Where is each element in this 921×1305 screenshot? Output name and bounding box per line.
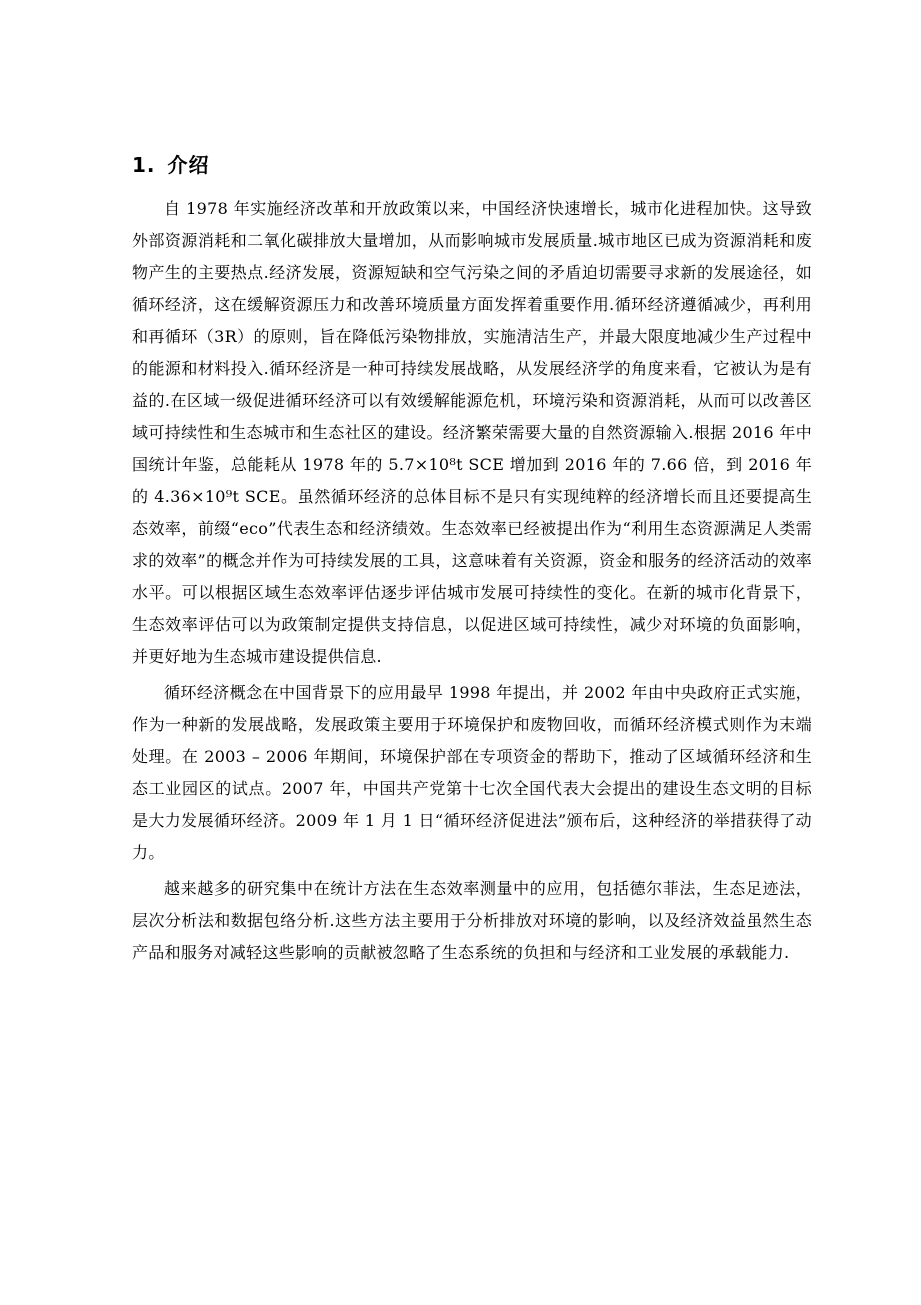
paragraph-3: 越来越多的研究集中在统计方法在生态效率测量中的应用，包括德尔菲法，生态足迹法，层次分析法和数据包络分析.这些方法主要用于分析排放对环境的影响，以及经济效益虽然生态产品和服务对减轻这些影响的贡献被忽略了生态系统的负担和与经济和工业发展的承载能力. (132, 879, 812, 962)
section-number: 1. (132, 153, 156, 177)
section-body (132, 193, 812, 969)
paragraph-1: 自 1978 年实施经济改革和开放政策以来，中国经济快速增长，城市化进程加快。这导致外部资源消耗和二氧化碳排放大量增加，从而影响城市发展质量.城市地区已成为资源消耗和废物产生的主要热点.经济发展，资源短缺和空气污染之间的矛盾迫切需要寻求新的发展途径，如循环经济，这在缓解资源压力和改善环境质量方面发挥着重要作用.循环经济遵循减少，再利用和再循环（3R）的原则，旨在降低污染物排放，实施清洁生产，并最大限度地减少生产过程中的能源和材料投入.循环经济是一种可持续发展战略，从发展经济学的角度来看，它被认为是有益的.在区域一级促进循环经济可以有效缓解能源危机，环境污染和资源消耗，从而可以改善区域可持续性和生态城市和生态社区的建设。经济繁荣需要大量的自然资源输入.根据 2016 年中国统计年鉴，总能耗从 1978 年的 5.7×10⁸t SCE 增加到 2016 年的 7.66 倍，到 2016 年的 4.36×10⁹t SCE。虽然循环经济的总体目标不是只有实现纯粹的经济增长而且还要提高生态效率，前缀“eco”代表生态和经济绩效。生态效率已经被提出作为“利用生态资源满足人类需求的效率”的概念并作为可持续发展的工具，这意味着有关资源，资金和服务的经济活动的效率水平。可以根据区域生态效率评估逐步评估城市发展可持续性的变化。在新的城市化背景下，生态效率评估可以为政策制定提供支持信息，以促进区域可持续性，减少对环境的负面影响，并更好地为生态城市建设提供信息. (132, 199, 812, 666)
section-title: 介绍 (167, 153, 210, 177)
section-heading (132, 150, 210, 180)
paragraph-2: 循环经济概念在中国背景下的应用最早 1998 年提出，并 2002 年由中央政府正式实施，作为一种新的发展战略，发展政策主要用于环境保护和废物回收，而循环经济模式则作为末端处理。在 2003 – 2006 年期间，环境保护部在专项资金的帮助下，推动了区域循环经济和生态工业园区的试点。2007 年，中国共产党第十七次全国代表大会提出的建设生态文明的目标是大力发展循环经济。2009 年 1 月 1 日“循环经济促进法”颁布后，这种经济的举措获得了动力。 (132, 683, 812, 862)
